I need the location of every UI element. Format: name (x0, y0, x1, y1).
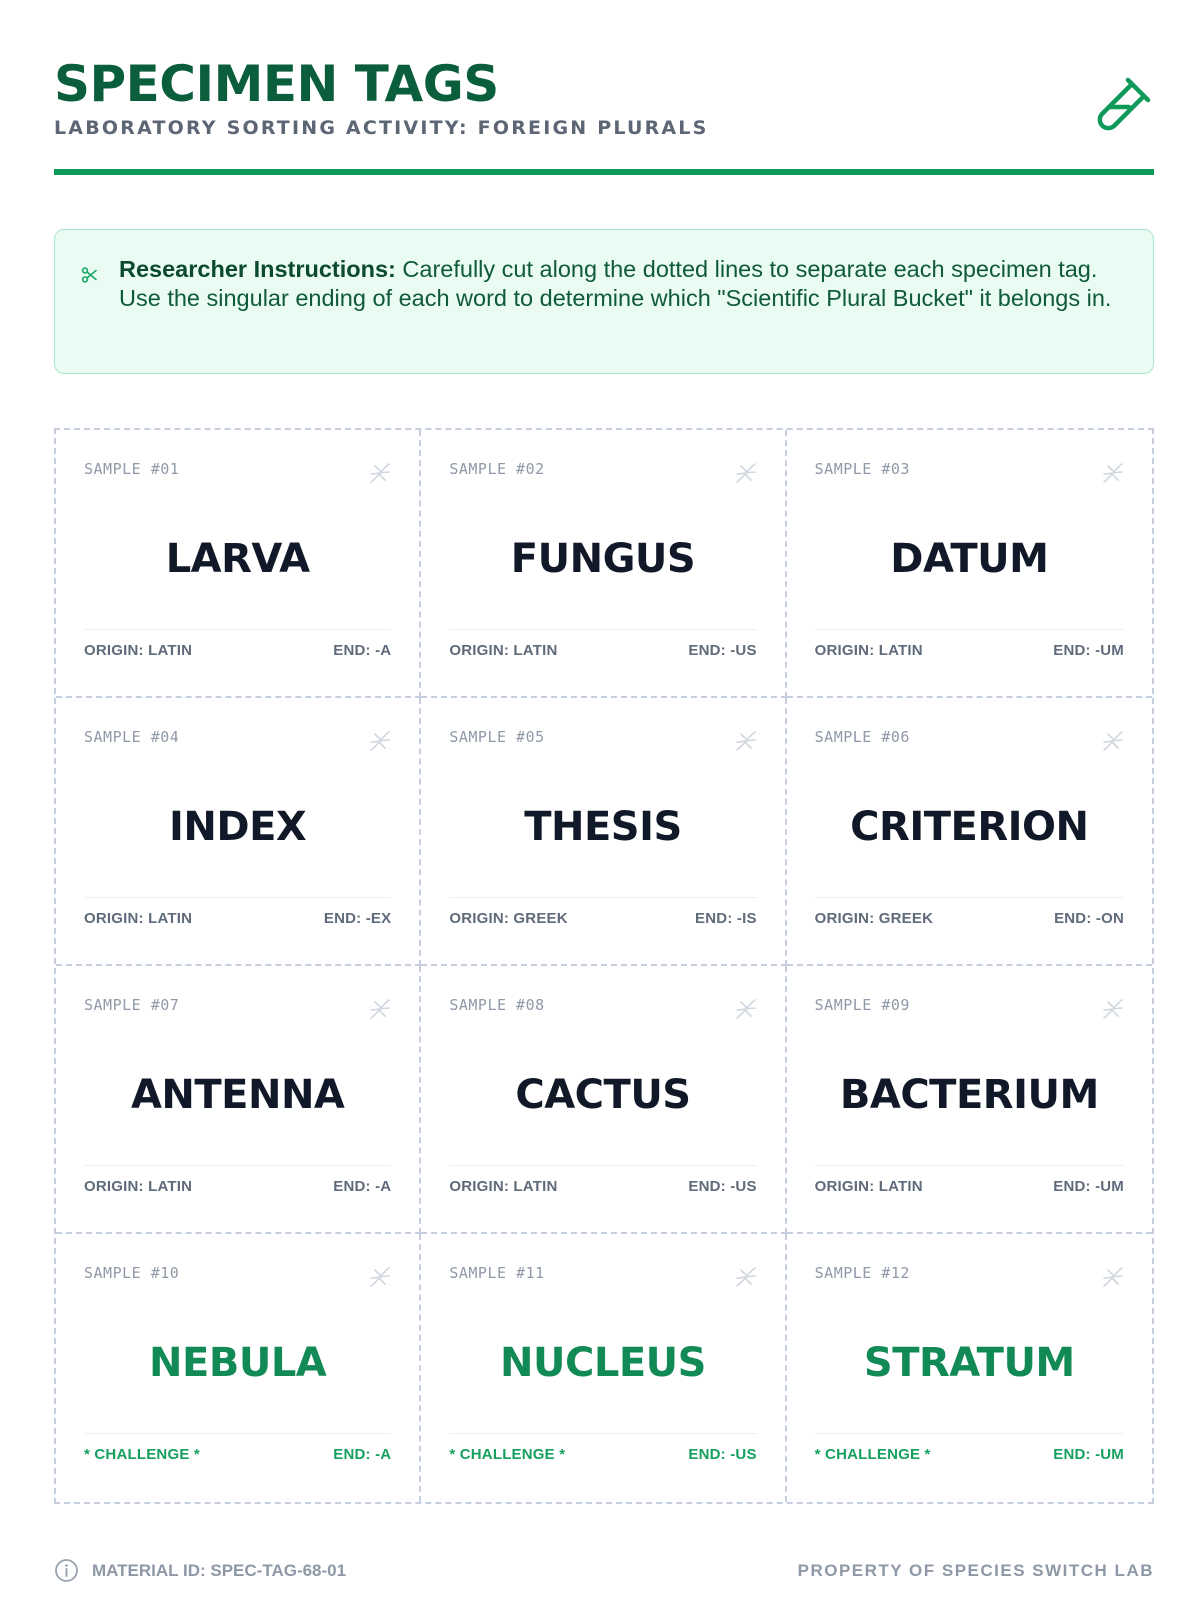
origin-label: ORIGIN: LATIN (449, 1178, 558, 1195)
researcher-instructions (54, 229, 1154, 374)
origin-label: * CHALLENGE * (84, 1446, 200, 1463)
origin-label: ORIGIN: LATIN (814, 1178, 923, 1195)
dna-icon (367, 728, 393, 754)
worksheet-page (54, 0, 1154, 1600)
dna-icon (1100, 1264, 1126, 1290)
ending-label: END: -ON (1054, 910, 1124, 927)
tag-divider (84, 1165, 391, 1166)
dna-icon (1100, 996, 1126, 1022)
origin-label: ORIGIN: GREEK (814, 910, 934, 927)
specimen-tag (787, 966, 1152, 1234)
instructions-label: Researcher Instructions: (119, 256, 396, 282)
sample-number: SAMPLE #07 (84, 996, 180, 1014)
info-icon (54, 1558, 79, 1583)
specimen-word: INDEX (169, 804, 307, 850)
ending-label: END: -UM (1053, 1446, 1124, 1463)
specimen-word: NEBULA (149, 1340, 327, 1386)
dna-icon (733, 728, 759, 754)
specimen-word: STRATUM (863, 1340, 1075, 1386)
dna-icon (367, 996, 393, 1022)
ending-label: END: -US (688, 1178, 757, 1195)
tag-divider (84, 1433, 391, 1434)
flask-icon (1088, 72, 1154, 138)
tag-divider (815, 629, 1124, 630)
specimen-tag (421, 698, 786, 966)
tag-divider (815, 1165, 1124, 1166)
origin-label: * CHALLENGE * (449, 1446, 566, 1463)
origin-label: * CHALLENGE * (814, 1446, 931, 1463)
specimen-tag (56, 966, 421, 1234)
sample-number: SAMPLE #05 (449, 728, 545, 746)
specimen-tag (56, 698, 421, 966)
specimen-word: ANTENNA (130, 1072, 345, 1118)
instructions-body: Carefully cut along the dotted lines to separate each specimen tag. Use the singular ending of each word to determine which "Scientific Plural Bucket" it belongs in. (119, 256, 1112, 311)
tag-divider (449, 1165, 756, 1166)
specimen-tag (421, 430, 786, 698)
ending-label: END: -UM (1053, 1178, 1124, 1195)
sample-number: SAMPLE #11 (449, 1264, 545, 1282)
sample-number: SAMPLE #01 (84, 460, 180, 478)
dna-icon (733, 996, 759, 1022)
page-subtitle: LABORATORY SORTING ACTIVITY: FOREIGN PLURALS (54, 117, 709, 139)
specimen-tag (421, 1234, 786, 1502)
specimen-tag-grid (54, 428, 1154, 1504)
material-id: MATERIAL ID: SPEC-TAG-68-01 (92, 1561, 347, 1580)
sample-number: SAMPLE #08 (449, 996, 545, 1014)
specimen-word: DATUM (890, 536, 1049, 582)
sample-number: SAMPLE #03 (814, 460, 910, 478)
ending-label: END: -EX (323, 910, 392, 927)
dna-icon (367, 460, 393, 486)
dna-icon (733, 460, 759, 486)
origin-label: ORIGIN: GREEK (449, 910, 568, 927)
origin-label: ORIGIN: LATIN (814, 642, 923, 659)
specimen-tag (56, 430, 421, 698)
specimen-word: THESIS (524, 804, 682, 850)
footer (54, 1556, 1154, 1586)
sample-number: SAMPLE #02 (449, 460, 545, 478)
specimen-word: FUNGUS (510, 536, 696, 582)
scissors-icon (81, 266, 99, 284)
specimen-tag (421, 966, 786, 1234)
tag-divider (449, 629, 756, 630)
specimen-tag (787, 430, 1152, 698)
page-title: SPECIMEN TAGS (54, 55, 499, 113)
origin-label: ORIGIN: LATIN (84, 642, 193, 659)
origin-label: ORIGIN: LATIN (84, 910, 193, 927)
ending-label: END: -IS (695, 910, 757, 927)
tag-divider (449, 897, 756, 898)
tag-divider (449, 1433, 756, 1434)
specimen-word: NUCLEUS (500, 1340, 706, 1386)
specimen-word: BACTERIUM (839, 1072, 1099, 1118)
tag-divider (84, 629, 391, 630)
ending-label: END: -US (688, 642, 757, 659)
dna-icon (733, 1264, 759, 1290)
sample-number: SAMPLE #10 (84, 1264, 180, 1282)
tag-divider (84, 897, 391, 898)
origin-label: ORIGIN: LATIN (84, 1178, 193, 1195)
tag-divider (815, 897, 1124, 898)
ending-label: END: -US (688, 1446, 757, 1463)
header (54, 50, 1154, 175)
dna-icon (1100, 460, 1126, 486)
specimen-tag (56, 1234, 421, 1502)
instructions-text (119, 255, 1119, 313)
specimen-tag (787, 1234, 1152, 1502)
specimen-word: CRITERION (850, 804, 1089, 850)
ending-label: END: -A (333, 1178, 392, 1195)
dna-icon (1100, 728, 1126, 754)
ending-label: END: -UM (1053, 642, 1124, 659)
ending-label: END: -A (333, 1446, 392, 1463)
specimen-word: LARVA (165, 536, 310, 582)
specimen-tag (787, 698, 1152, 966)
sample-number: SAMPLE #04 (84, 728, 180, 746)
ending-label: END: -A (333, 642, 392, 659)
property-label: PROPERTY OF SPECIES SWITCH LAB (797, 1561, 1154, 1580)
sample-number: SAMPLE #06 (814, 728, 910, 746)
sample-number: SAMPLE #12 (814, 1264, 910, 1282)
tag-divider (815, 1433, 1124, 1434)
sample-number: SAMPLE #09 (814, 996, 910, 1014)
origin-label: ORIGIN: LATIN (449, 642, 558, 659)
dna-icon (367, 1264, 393, 1290)
specimen-word: CACTUS (515, 1072, 691, 1118)
